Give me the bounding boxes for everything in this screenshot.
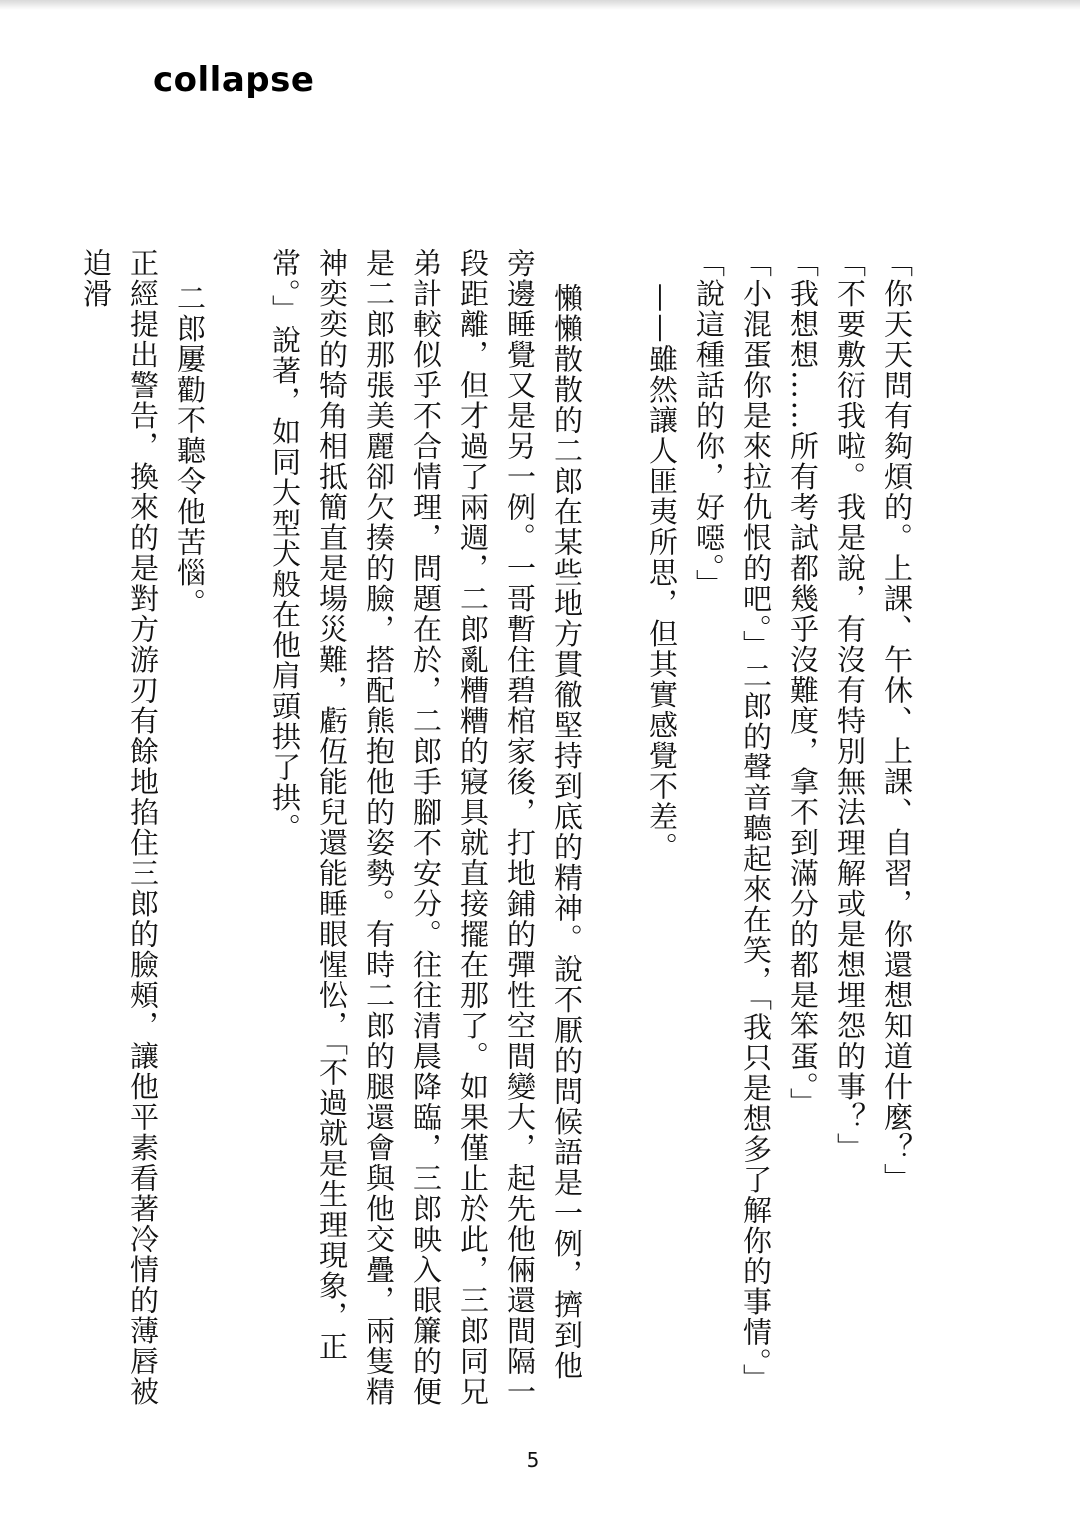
narration-line: ——雖然讓人匪夷所思，但其實感覺不差。: [645, 282, 679, 863]
document-title: collapse: [153, 60, 315, 100]
page-number: 5: [526, 1448, 540, 1472]
dialogue-line: 「不要敷衍我啦。我是說，有沒有特別無法理解或是想埋怨的事？」: [833, 248, 867, 1163]
paragraph-gap: [590, 248, 638, 1408]
dialogue-line: 「你天天問有夠煩的。上課、午休、上課、自習，你還想知道什麼？」: [880, 248, 914, 1194]
narration-paragraph: 懶懶散散的二郎在某些地方貫徹堅持到底的精神。說不厭的問候語是一例，擠到他旁邊睡覺又是另一例。一哥暫住碧棺家後，打地鋪的彈性空間變大，起先他倆還間隔一段距離，但才過了兩週，二郎亂糟糟的寢具就直接擺在那了。如果僅止於此，三郎同兄弟計較似乎不合情理，問題在於，二郎手腳不安分。往往清晨降臨，三郎映入眼簾的便是二郎那張美麗卻欠揍的臉，搭配熊抱他的姿勢。有時二郎的腿還會與他交疊，兩隻精神奕奕的犄角相抵簡直是場災難，虧仾能兒還能睡眼惺忪，「不過就是生理現象，正常。」說著，如同大型犬般在他肩頭拱了拱。: [268, 248, 584, 1407]
vertical-body-text: [72, 248, 920, 1408]
narration-paragraph: 正經提出警告，換來的是對方游刃有餘地掐住三郎的臉頰，讓他平素看著冷情的薄唇被迫滑: [79, 248, 160, 1407]
dialogue-line: 「我想想……所有考試都幾乎沒難度，拿不到滿分的都是笨蛋。」: [786, 248, 820, 1118]
dialogue-line: 「小混蛋你是來拉仇恨的吧。」二郎的聲音聽起來在笑，「我只是想多了解你的事情。」: [739, 248, 773, 1394]
dialogue-line: 「說這種話的你，好噁。」: [692, 248, 726, 600]
narration-paragraph: 二郎屢勸不聽令他苦惱。: [173, 282, 207, 619]
paragraph-gap: [213, 248, 261, 1408]
page-top-shadow: [0, 0, 1080, 10]
